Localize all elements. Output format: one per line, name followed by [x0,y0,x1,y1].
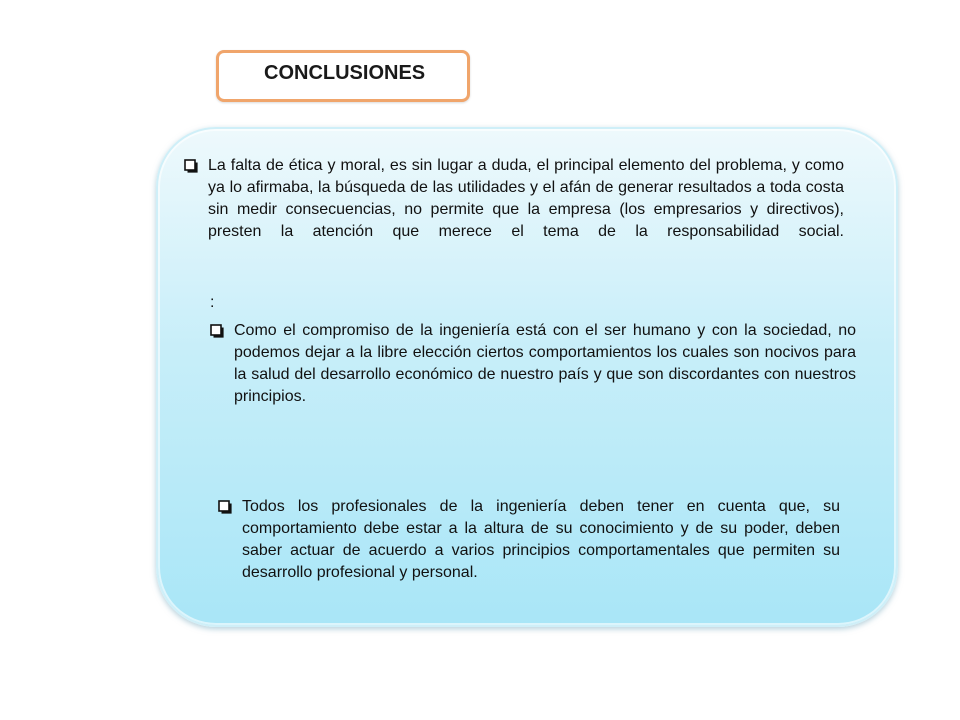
conclusion-text-3: Todos los profesionales de la ingeniería deben tener en cuenta que, su comportamiento debe estar a la altura de su conocimiento y de su poder, deben saber actuar de acuerdo a varios principios comportamentales que permiten su desarrollo profesional y personal. [242,498,840,581]
conclusion-text-2: Como el compromiso de la ingeniería está con el ser humano y con la sociedad, no podemos dejar a la libre elección ciertos comportamientos los cuales son nocivos para la salud del desarrollo económico de nuestro país y que son discordantes con nuestros principios. [234,322,856,405]
conclusion-item-2 [210,320,856,408]
separator-colon: : [210,294,215,311]
conclusion-item-1 [184,155,844,243]
conclusion-item-3 [218,496,840,584]
conclusion-text-1: La falta de ética y moral, es sin lugar a duda, el principal elemento del problema, y como ya lo afirmaba, la búsqueda de las utilidades y el afán de generar resultados a toda costa sin medir consecuencias, no permite que la empresa (los empresarios y directivos), presten la atención que merece el tema de la responsabilidad social. [208,157,844,240]
checkbox-bullet-icon [210,324,224,338]
title-box [216,50,470,102]
page-title: CONCLUSIONES [264,62,426,84]
checkbox-bullet-icon [184,159,198,173]
checkbox-bullet-icon [218,500,232,514]
